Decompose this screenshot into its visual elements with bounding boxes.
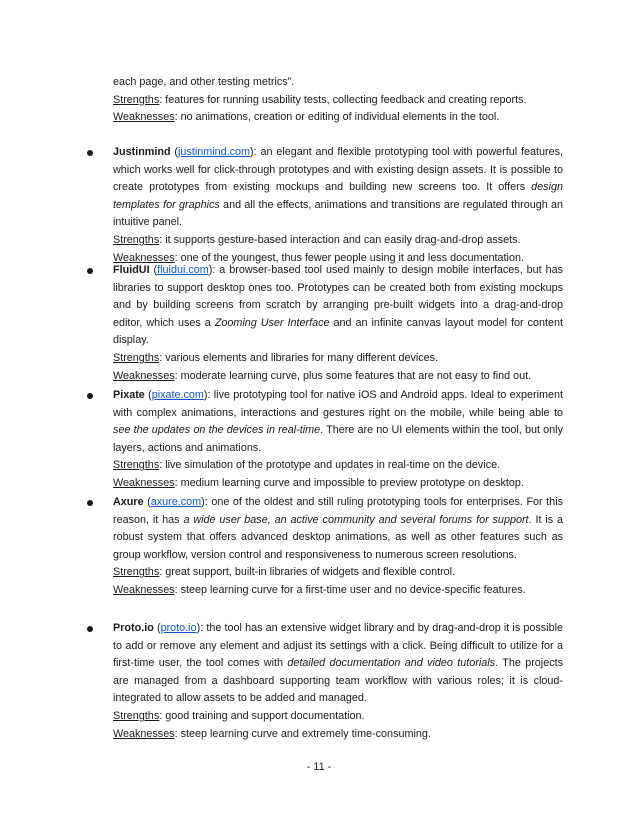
desc-part: . It is a robust system that offers advanced desktop animations, as well as other features such as group workflow, version control and responsiveness to numerous screen resolutions. — [113, 513, 563, 561]
weaknesses-text: : steep learning curve for a first-time user and no device-specific features. — [174, 583, 526, 596]
desc-italic: a wide user base, an active community and several forums for support — [183, 513, 529, 526]
paren-close: ) — [250, 146, 254, 158]
entry-description — [113, 387, 563, 457]
bullet-icon — [87, 626, 93, 632]
weaknesses-text: : steep learning curve and extremely time-consuming. — [174, 727, 431, 740]
entry-description — [113, 494, 563, 564]
entry-text — [113, 494, 563, 600]
paren-open: ( — [144, 389, 152, 401]
weaknesses-label: Weaknesses — [113, 583, 175, 596]
desc-italic: Zooming User Interface — [214, 316, 330, 329]
bullet-icon — [87, 150, 93, 156]
strengths-text: : great support, built-in libraries of widgets and flexible control. — [159, 566, 456, 579]
intro-weaknesses — [113, 109, 563, 127]
desc-italic: detailed documentation and video tutorials — [287, 657, 496, 670]
paren-open: ( — [149, 264, 158, 276]
entry-weaknesses — [113, 726, 563, 744]
tool-name: Pixate — [113, 389, 145, 401]
strengths-text: : features for running usability tests, collecting feedback and creating reports. — [159, 93, 527, 106]
entry-strengths — [113, 350, 563, 368]
desc-part: : one of the oldest and still ruling prototyping tools for enterprises. For this reason, it has — [113, 496, 563, 526]
entry-text — [113, 387, 563, 493]
tool-name: FluidUI — [113, 264, 150, 276]
desc-part: . There are no UI elements within the tool, but only layers, actions and animations. — [113, 424, 563, 454]
strengths-label: Strengths — [113, 709, 160, 722]
strengths-label: Strengths — [113, 93, 160, 106]
weaknesses-text: : no animations, creation or editing of individual elements in the tool. — [174, 111, 500, 124]
intro-line: each page, and other testing metrics”. — [113, 76, 295, 88]
tool-link[interactable]: fluidui.com — [157, 264, 209, 276]
tool-name: Justinmind — [113, 146, 171, 158]
strengths-label: Strengths — [113, 351, 160, 364]
intro-continuation — [113, 74, 563, 127]
weaknesses-label: Weaknesses — [113, 476, 175, 489]
page-number: - 11 - — [306, 761, 332, 773]
desc-part: . The projects are managed from a dashboard supporting team workflow with various roles; it is cloud-integrated to allow assets to be added and managed. — [113, 657, 564, 705]
tool-link[interactable]: pixate.com — [151, 389, 204, 401]
strengths-label: Strengths — [113, 459, 160, 472]
weaknesses-text: : moderate learning curve, plus some features that are not easy to find out. — [174, 369, 532, 382]
entry-strengths — [113, 457, 563, 475]
paren-open: ( — [170, 146, 179, 158]
entry-description — [113, 262, 563, 350]
tool-link[interactable]: proto.io — [160, 622, 197, 634]
strengths-text: : various elements and libraries for many different devices. — [159, 351, 439, 364]
paren-open: ( — [153, 622, 161, 634]
weaknesses-text: : medium learning curve and impossible to preview prototype on desktop. — [174, 476, 524, 489]
strengths-text: : live simulation of the prototype and updates in real-time on the device. — [159, 459, 501, 472]
entry-weaknesses — [113, 582, 563, 600]
weaknesses-label: Weaknesses — [113, 111, 175, 124]
entry-text — [113, 144, 563, 267]
entry-weaknesses — [113, 368, 563, 386]
paren-open: ( — [143, 496, 151, 508]
entry-strengths — [113, 564, 563, 582]
entry-description — [113, 144, 563, 232]
desc-part: : live prototyping tool for native iOS and Android apps. Ideal to experiment with complex animations, interactions and gestures right on the mobile, while being able to — [113, 389, 563, 419]
strengths-text: : good training and support documentation. — [159, 709, 365, 722]
tool-name: Axure — [113, 496, 144, 508]
strengths-text: : it supports gesture-based interaction and can easily drag-and-drop assets. — [159, 233, 521, 246]
desc-part: : a browser-based tool used mainly to design mobile interfaces, but has libraries to support desktop ones too. Prototypes can be created both from existing mockups and by building screens from scratch by arranging pre-built widgets into a drag-and-drop editor, which uses a — [113, 264, 563, 329]
weaknesses-label: Weaknesses — [113, 727, 175, 740]
tool-link[interactable]: axure.com — [150, 496, 202, 508]
entry-description — [113, 620, 563, 708]
entry-weaknesses — [113, 475, 563, 493]
paren-close: ) — [201, 496, 205, 508]
weaknesses-text: : one of the youngest, thus fewer people using it and less documentation. — [174, 251, 524, 264]
entry-text — [113, 620, 563, 743]
weaknesses-label: Weaknesses — [113, 369, 175, 382]
entry-text — [113, 262, 563, 385]
tool-name: Proto.io — [113, 622, 154, 634]
desc-part: : the tool has an extensive widget library and by drag-and-drop it is possible to add or remove any element and adjust its settings with a click. Being difficult to utilize for a first-time user, the tool comes with — [113, 622, 563, 670]
weaknesses-label: Weaknesses — [113, 251, 175, 264]
tool-link[interactable]: justinmind.com — [178, 146, 251, 158]
bullet-icon — [87, 500, 93, 506]
paren-close: ) — [196, 622, 201, 634]
desc-part: and all the effects, animations and transitions are regulated through an intuitive panel. — [113, 198, 563, 229]
bullet-icon — [87, 393, 93, 399]
bullet-icon — [87, 268, 93, 274]
paren-close: ) — [203, 389, 208, 401]
intro-strengths — [113, 92, 563, 110]
desc-part: and an infinite canvas layout model for content display. — [113, 316, 563, 347]
entry-strengths — [113, 232, 563, 250]
strengths-label: Strengths — [113, 566, 160, 579]
desc-italic: design templates for graphics — [113, 181, 563, 211]
entry-strengths — [113, 708, 563, 726]
strengths-label: Strengths — [113, 233, 160, 246]
desc-part: : an elegant and flexible prototyping tool with powerful features, which works well for click-through prototypes and with existing design assets. It is possible to create prototypes from existing mockups and building new screens too. It offers — [113, 146, 563, 194]
desc-italic: see the updates on the devices in real-time — [113, 424, 321, 437]
paren-close: ) — [208, 264, 213, 276]
